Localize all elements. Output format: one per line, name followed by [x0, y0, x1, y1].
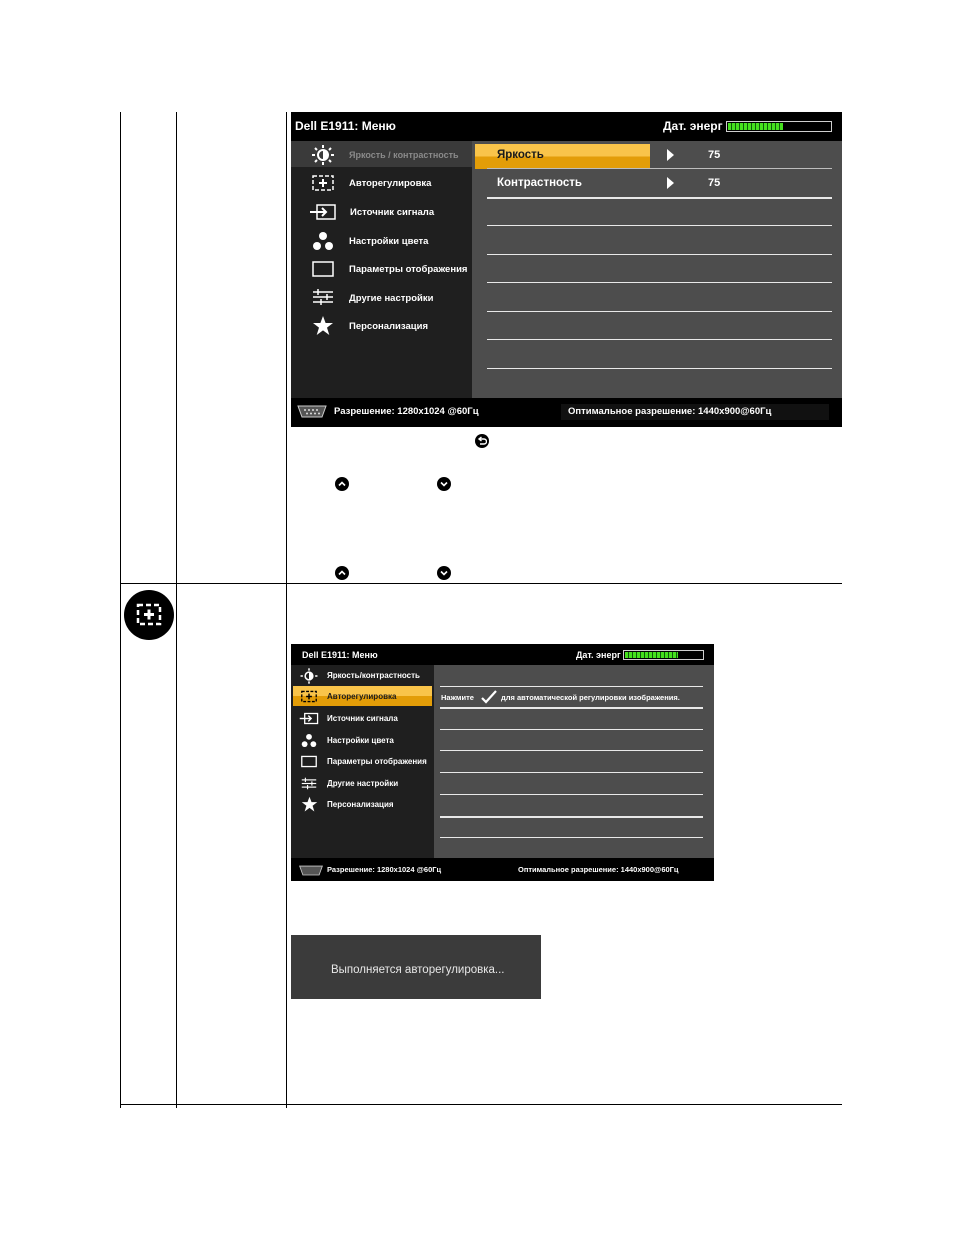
personalize-star-icon: [308, 315, 338, 337]
optimal-resolution: Оптимальное разрешение: 1440x900@60Гц: [568, 406, 772, 417]
brightness-icon: [308, 145, 338, 165]
brightness-icon: [298, 667, 320, 685]
vga-connector-icon: [298, 863, 324, 874]
energy-meter-bar: [726, 121, 832, 132]
energy-meter-bar: [623, 650, 704, 660]
submenu-divider: [487, 311, 832, 312]
menu-item-display-settings[interactable]: Параметры отображения: [327, 757, 427, 766]
auto-adjust-progress-message: [291, 935, 541, 999]
submenu-divider: [440, 772, 703, 773]
submenu-divider: [440, 750, 703, 751]
menu-item-personalize[interactable]: Персонализация: [327, 800, 394, 809]
contrast-value: 75: [708, 177, 721, 189]
table-bottom-border: [120, 1104, 842, 1105]
energy-meter-label: Дат. энерг: [663, 119, 723, 133]
submenu-divider: [440, 837, 703, 838]
progress-message-text: Выполняется авторегулировка...: [331, 964, 505, 976]
checkmark-icon: [481, 689, 497, 705]
submenu-divider: [487, 168, 832, 169]
current-resolution: Разрешение: 1280x1024 @60Гц: [334, 406, 479, 417]
submenu-divider: [440, 729, 703, 730]
input-source-icon: [298, 710, 320, 726]
table-border-left: [120, 112, 121, 1108]
submenu-divider: [487, 197, 832, 199]
input-source-icon: [308, 202, 338, 222]
color-settings-icon: [298, 731, 320, 749]
optimal-resolution: Оптимальное разрешение: 1440x900@60Гц: [518, 865, 679, 874]
vga-connector-icon: [296, 405, 328, 418]
menu-item-auto-adjust[interactable]: Авторегулировка: [349, 178, 432, 189]
menu-item-input-source[interactable]: Источник сигнала: [350, 207, 435, 218]
energy-meter-fill: [728, 123, 783, 130]
submenu-contrast-label[interactable]: Контрастность: [497, 177, 582, 189]
submenu-divider: [487, 254, 832, 255]
menu-item-other-settings[interactable]: Другие настройки: [349, 293, 434, 304]
menu-item-input-source[interactable]: Источник сигнала: [327, 714, 398, 723]
osd-menu-brightness-contrast: [291, 112, 842, 427]
display-settings-icon: [308, 259, 338, 279]
display-settings-icon: [298, 753, 320, 769]
brightness-value: 75: [708, 149, 721, 161]
down-button-icon: [437, 566, 451, 580]
table-row-divider: [120, 583, 842, 584]
menu-item-color-settings[interactable]: Настройки цвета: [327, 736, 394, 745]
submenu-divider: [487, 339, 832, 340]
submenu-divider: [487, 225, 832, 226]
energy-meter-fill: [625, 652, 678, 658]
color-settings-icon: [308, 230, 338, 252]
osd-menu-auto-adjust: [291, 644, 714, 881]
down-button-icon: [437, 477, 451, 491]
submenu-divider: [440, 707, 703, 709]
menu-item-personalize[interactable]: Персонализация: [349, 321, 429, 332]
submenu-divider: [440, 816, 703, 818]
contrast-arrow-icon: [667, 177, 674, 189]
auto-adjust-icon: [298, 688, 320, 704]
submenu-divider: [487, 282, 832, 283]
submenu-divider: [440, 686, 703, 687]
menu-item-other-settings[interactable]: Другие настройки: [327, 779, 399, 788]
press-instruction-start: Нажмите: [441, 693, 474, 702]
menu-item-auto-adjust[interactable]: Авторегулировка: [327, 692, 397, 701]
up-button-icon: [335, 566, 349, 580]
osd-title: Dell E1911: Меню: [302, 650, 378, 660]
table-border-col2: [176, 112, 177, 1108]
submenu-divider: [440, 794, 703, 795]
other-settings-icon: [308, 287, 338, 307]
submenu-divider: [487, 368, 832, 369]
auto-adjust-icon: [308, 173, 338, 193]
up-button-icon: [335, 477, 349, 491]
menu-item-color-settings[interactable]: Настройки цвета: [349, 236, 429, 247]
energy-meter-label: Дат. энерг: [576, 650, 621, 660]
other-settings-icon: [298, 775, 320, 791]
current-resolution: Разрешение: 1280x1024 @60Гц: [327, 865, 442, 874]
menu-item-display-settings[interactable]: Параметры отображения: [349, 264, 468, 275]
auto-adjust-row-icon: [124, 590, 174, 640]
press-instruction-end: для автоматической регулировки изображения.: [501, 693, 680, 702]
osd-title: Dell E1911: Меню: [295, 119, 396, 133]
submenu-brightness-label[interactable]: Яркость: [497, 149, 544, 161]
menu-item-brightness-contrast[interactable]: Яркость / контрастность: [349, 150, 459, 160]
back-button-icon: [475, 434, 489, 448]
table-border-col3: [286, 112, 287, 1108]
brightness-arrow-icon: [667, 149, 674, 161]
menu-item-brightness-contrast[interactable]: Яркость/контрастность: [327, 671, 420, 680]
personalize-star-icon: [298, 795, 320, 813]
